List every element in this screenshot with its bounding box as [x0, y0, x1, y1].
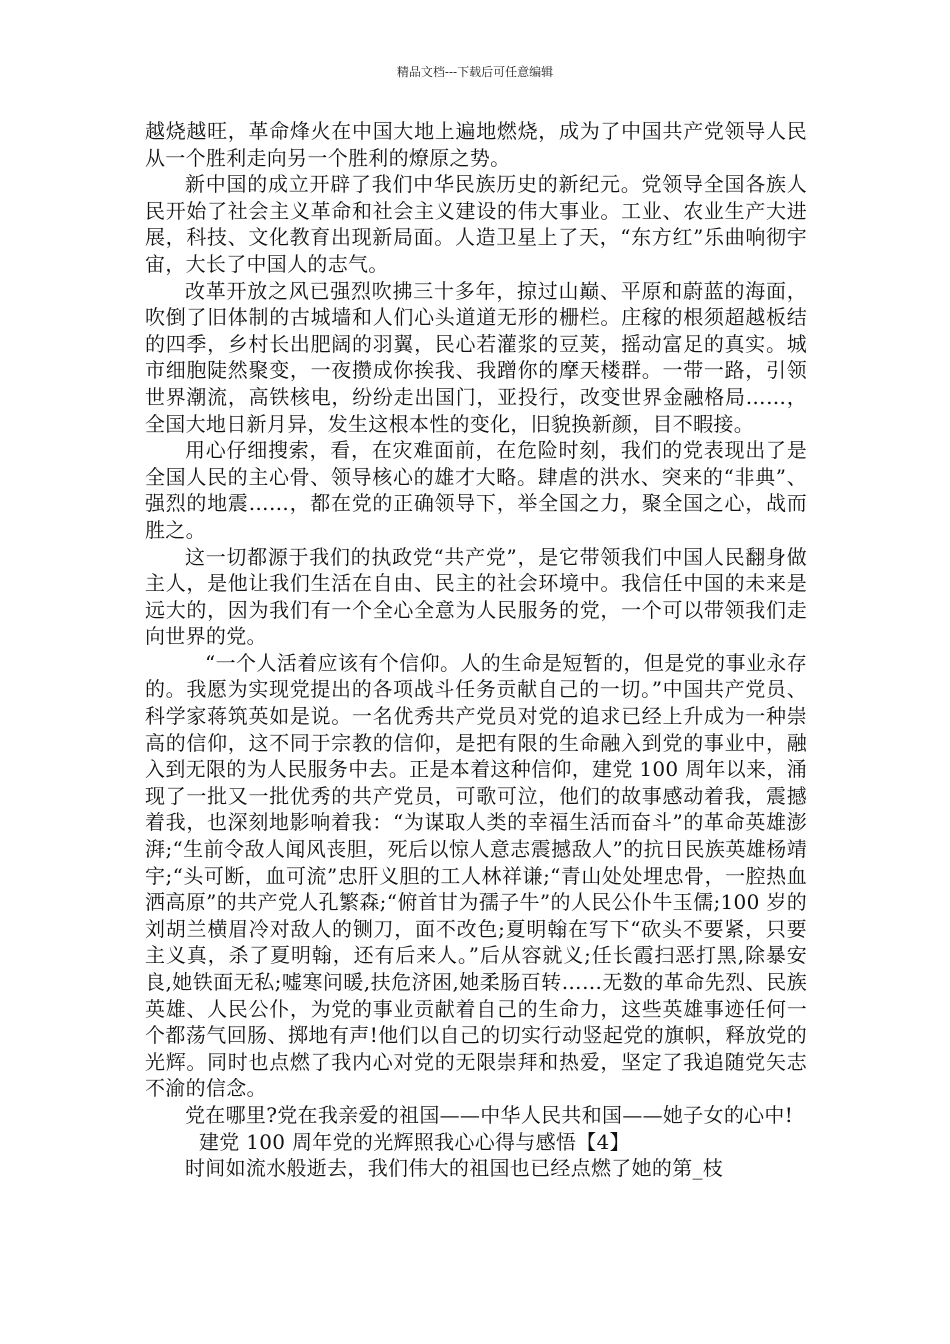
page-header: 精品文档---下载后可任意编辑 [396, 65, 554, 79]
paragraph-7: 党在哪里?党在我亲爱的祖国——中华人民共和国——她子女的心中! [185, 1102, 794, 1127]
paragraph-5: 这一切都源于我们的执政党“共产党”，是它带领我们中国人民翻身做主人，是他让我们生活在自由、民主的社会环境中。我信任中国的未来是远大的，因为我们有一个全心全意为人民服务的党，一个可以带领我们走向世界的党。 [145, 544, 807, 649]
paragraph-2: 新中国的成立开辟了我们中华民族历史的新纪元。党领导全国各族人民开始了社会主义革命和社会主义建设的伟大事业。工业、农业生产大进展，科技、文化教育出现新局面。人造卫星上了天，“东方红”乐曲响彻宇宙，大长了中国人的志气。 [145, 172, 807, 276]
paragraph-3: 改革开放之风已强烈吹拂三十多年，掠过山巅、平原和蔚蓝的海面，吹倒了旧体制的古城墙和人们心头道道无形的栅栏。庄稼的根须超越板结的四季，乡村长出肥阔的羽翼，民心若灌浆的豆荚，摇动富足的真实。城市细胞陡然聚变，一夜攒成你挨我、我蹭你的摩天楼群。一带一路，引领世界潮流，高铁核电，纷纷走出国门，亚投行，改变世界金融格局……，全国大地日新月异，发生这根本性的变化，旧貌换新颜，目不暇接。 [145, 278, 807, 436]
paragraph-6: “一个人活着应该有个信仰。人的生命是短暂的，但是党的事业永存的。我愿为实现党提出的各项战斗任务贡献自己的一切。”中国共产党员、科学家蒋筑英如是说。一名优秀共产党员对党的追求已经上升成为一种崇高的信仰，这不同于宗教的信仰，是把有限的生命融入到党的事业中，融入到无限的为人民服务中去。正是本着这种信仰，建党 100 周年以来，涌现了一批又一批优秀的共产党员，可歌可泣，他们的故事感动着我，震撼着我，也深刻地影响着我：“为谋取人类的幸福生活而奋斗”的革命英雄澎湃;“生前令敌人闻风丧胆，死后以惊人意志震撼敌人”的抗日民族英雄杨靖宇;“头可断，血可流”忠肝义胆的工人林祥谦;“青山处处埋忠骨，一腔热血洒高原”的共产党人孔繁森;“俯首甘为孺子牛”的人民公仆牛玉儒;100 岁的刘胡兰横眉冷对敌人的铡刀，面不改色;夏明翰在写下“砍头不要紧，只要主义真，杀了夏明翰，还有后来人。”后从容就义;任长霞扫恶打黑,除暴安良,她铁面无私;嘘寒问暖,扶危济困,她柔肠百转……无数的革命先烈、民族英雄、人民公仆，为党的事业贡献着自己的生命力，这些英雄事迹任何一个都荡气回肠、掷地有声!他们以自己的切实行动竖起党的旗帜，释放党的光辉。同时也点燃了我内心对党的无限崇拜和热爱，坚定了我追随党矢志不渝的信念。 [145, 650, 807, 1101]
closing-paragraph: 时间如流水般逝去，我们伟大的祖国也已经点燃了她的第_枝 [185, 1156, 724, 1181]
section-heading: 建党 100 周年党的光辉照我心心得与感悟【4】 [199, 1129, 630, 1154]
document-body [145, 118, 807, 1182]
paragraph-1: 越烧越旺，革命烽火在中国大地上遍地燃烧，成为了中国共产党领导人民从一个胜利走向另一个胜利的燎原之势。 [145, 119, 807, 170]
paragraph-4: 用心仔细搜索，看，在灾难面前，在危险时刻，我们的党表现出了是全国人民的主心骨、领导核心的雄才大略。肆虐的洪水、突来的“非典”、强烈的地震……，都在党的正确领导下，举全国之力，聚全国之心，战而胜之。 [145, 438, 807, 542]
